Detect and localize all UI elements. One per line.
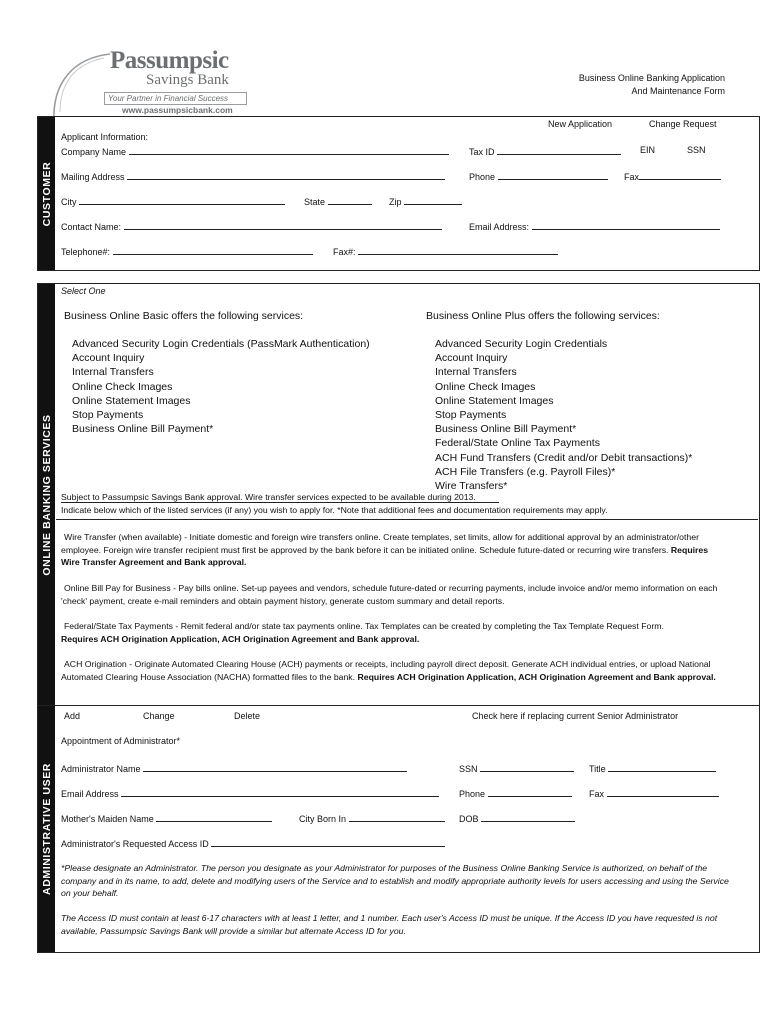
form-title-line1: Business Online Banking Application: [578, 73, 725, 83]
plus-services-list: [435, 337, 692, 493]
fax-line[interactable]: [639, 170, 721, 180]
fax-number-line[interactable]: [358, 245, 558, 255]
delete-label: Delete: [234, 711, 261, 721]
fax-label: Fax: [624, 172, 640, 182]
admin-section-label: ADMINISTRATIVE USER: [40, 763, 53, 895]
zip-line[interactable]: [404, 195, 462, 205]
change-request-option[interactable]: [646, 119, 717, 129]
logo-swoosh-icon: [44, 52, 114, 124]
services-divider: [56, 519, 758, 520]
admin-fax-field[interactable]: [589, 787, 719, 799]
telephone-field[interactable]: [61, 245, 313, 257]
plus-service-item: Wire Transfers*: [435, 480, 508, 493]
admin-side-tab: [38, 706, 55, 952]
telephone-label: Telephone#:: [61, 247, 111, 257]
dob-field[interactable]: [459, 812, 575, 824]
plus-service-item: Internal Transfers: [435, 366, 517, 379]
services-section-label: ONLINE BANKING SERVICES: [40, 413, 53, 576]
admin-name-label: Administrator Name: [61, 764, 141, 774]
city-label: City: [61, 197, 77, 207]
mailing-address-field[interactable]: [61, 170, 445, 182]
contact-name-line[interactable]: [124, 220, 442, 230]
city-born-field[interactable]: [299, 812, 445, 824]
access-id-note: The Access ID must contain at least 6-17 characters with at least 1 letter, and 1 number. Each user's Access ID must be unique. If the Access ID you have requested is not available, Passumpsic Savings Bank will provide a similar but alternate Access ID for you.: [61, 913, 718, 936]
admin-title-label: Title: [589, 764, 606, 774]
services-side-tab: [38, 284, 55, 705]
company-name-field[interactable]: [61, 145, 449, 157]
admin-ssn-line[interactable]: [480, 762, 574, 772]
select-one-label: Select One: [61, 286, 106, 296]
ach-origination-option[interactable]: [61, 658, 729, 683]
tax-id-line[interactable]: [497, 145, 621, 155]
replace-admin-label: Check here if replacing current Senior Administrator: [472, 711, 679, 721]
plus-service-item: ACH Fund Transfers (Credit and/or Debit transactions)*: [435, 451, 693, 464]
basic-service-item: Stop Payments: [72, 409, 144, 422]
admin-phone-field[interactable]: [459, 787, 572, 799]
wire-transfer-requirement: Requires Wire Transfer Agreement and Bank approval.: [61, 544, 709, 568]
tax-id-label: Tax ID: [469, 147, 495, 157]
applicant-info-heading: Applicant Information:: [61, 132, 149, 142]
admin-phone-line[interactable]: [488, 787, 572, 797]
basic-service-item: Business Online Bill Payment*: [72, 423, 214, 436]
logo-name: Passumpsic: [110, 47, 229, 74]
change-option[interactable]: [140, 711, 175, 721]
zip-label: Zip: [389, 197, 402, 207]
admin-phone-label: Phone: [459, 789, 486, 799]
contact-name-label: Contact Name:: [61, 222, 122, 232]
mailing-address-line[interactable]: [127, 170, 445, 180]
admin-name-field[interactable]: [61, 762, 407, 774]
plus-service-item: ACH File Transfers (e.g. Payroll Files)*: [435, 465, 616, 478]
new-application-option[interactable]: [545, 119, 612, 129]
tax-payments-option[interactable]: [61, 620, 729, 645]
plus-service-item: Stop Payments: [435, 409, 507, 422]
wire-transfer-option[interactable]: [61, 531, 729, 569]
ssn-option[interactable]: [684, 145, 706, 155]
plus-service-item: Business Online Bill Payment*: [435, 423, 577, 436]
contact-name-field[interactable]: [61, 220, 442, 232]
bill-pay-text: Online Bill Pay for Business - Pay bills online. Set-up payees and vendors, schedule future-dated or recurring payments, include invoice and/or memo information on each 'check' payment, create e-mail reminders and obtain payment history, generate custom summary and detail reports.: [61, 583, 718, 606]
tax-payments-text: Federal/State Tax Payments - Remit federal and/or state tax payments online. Tax Templates can be created by completing the Tax Template Request Form.: [64, 621, 664, 631]
add-option[interactable]: [61, 711, 80, 721]
dob-line[interactable]: [481, 812, 575, 822]
basic-service-item: Advanced Security Login Credentials (PassMark Authentication): [72, 338, 370, 350]
plus-option[interactable]: [423, 310, 660, 322]
state-line[interactable]: [328, 195, 372, 205]
access-id-line[interactable]: [211, 837, 445, 847]
bill-pay-option[interactable]: [61, 582, 729, 607]
basic-service-item: Account Inquiry: [72, 352, 145, 365]
basic-heading: Business Online Basic offers the following services:: [64, 310, 304, 322]
logo-tagline: Your Partner in Financial Success: [104, 92, 247, 105]
change-request-label: Change Request: [649, 119, 717, 129]
phone-line[interactable]: [498, 170, 608, 180]
admin-fax-label: Fax: [589, 789, 605, 799]
admin-fax-line[interactable]: [607, 787, 719, 797]
add-label: Add: [64, 711, 81, 721]
ach-origination-requirement: Requires ACH Origination Application, ACH Origination Agreement and Bank approval.: [357, 671, 716, 682]
designate-admin-note: *Please designate an Administrator. The person you designate as your Administrator for purposes of the Business Online Banking Service is authorized, on behalf of the company and in its name, to add, delete and modifying users of the Service and to establish and modify appropriate authority levels for users accessing and using the Service on your behalf.: [61, 863, 729, 899]
maiden-name-field[interactable]: [61, 812, 272, 824]
plus-heading: Business Online Plus offers the following services:: [426, 310, 660, 322]
ein-label: EIN: [640, 145, 656, 155]
email-address-line[interactable]: [532, 220, 720, 230]
admin-email-line[interactable]: [121, 787, 439, 797]
admin-email-label: Email Address: [61, 789, 119, 799]
admin-ssn-label: SSN: [459, 764, 478, 774]
plus-service-item: Account Inquiry: [435, 352, 508, 365]
form-title-line2: And Maintenance Form: [631, 86, 725, 96]
admin-title-line[interactable]: [608, 762, 716, 772]
plus-service-item: Online Statement Images: [435, 394, 554, 407]
basic-service-item: Online Check Images: [72, 380, 173, 393]
city-born-line[interactable]: [349, 812, 445, 822]
maiden-name-label: Mother's Maiden Name: [61, 814, 154, 824]
new-application-label: New Application: [548, 119, 613, 129]
email-address-field[interactable]: [469, 220, 720, 232]
delete-option[interactable]: [231, 711, 260, 721]
fax-number-field[interactable]: [333, 245, 558, 257]
mailing-address-label: Mailing Address: [61, 172, 125, 182]
admin-ssn-field[interactable]: [459, 762, 574, 774]
logo-url: www.passumpsicbank.com: [122, 105, 233, 115]
logo-subtitle: Savings Bank: [146, 72, 229, 88]
access-id-field[interactable]: [61, 837, 445, 849]
plus-service-item: Online Check Images: [435, 380, 536, 393]
plus-service-item: Advanced Security Login Credentials: [435, 338, 608, 350]
ssn-label: SSN: [687, 145, 706, 155]
appointment-heading: Appointment of Administrator*: [61, 736, 181, 746]
state-label: State: [304, 197, 326, 207]
dob-label: DOB: [459, 814, 479, 824]
company-name-label: Company Name: [61, 147, 127, 157]
fax-number-label: Fax#:: [333, 247, 356, 257]
access-id-label: Administrator's Requested Access ID: [61, 839, 209, 849]
tax-id-field[interactable]: [469, 145, 621, 157]
phone-label: Phone: [469, 172, 496, 182]
indicate-note: Indicate below which of the listed services (if any) you wish to apply for. *Note that additional fees and documentation requirements may apply.: [61, 505, 608, 515]
company-name-line[interactable]: [129, 145, 449, 155]
approval-note: Subject to Passumpsic Savings Bank approval. Wire transfer services expected to be available during 2013.: [61, 492, 499, 503]
customer-side-tab: [38, 117, 55, 270]
ach-origination-text: ACH Origination - Originate Automated Clearing House (ACH) payments or receipts, including payroll direct deposit. Generate ACH individual entries, or upload National Automated Clearing House Association (NACHA) formatted files to the bank.: [61, 659, 711, 682]
maiden-name-line[interactable]: [156, 812, 272, 822]
change-label: Change: [143, 711, 175, 721]
city-line[interactable]: [79, 195, 285, 205]
state-field[interactable]: [304, 195, 372, 207]
city-born-label: City Born In: [299, 814, 347, 824]
basic-service-item: Online Statement Images: [72, 394, 191, 407]
fax-field[interactable]: [624, 170, 721, 182]
admin-name-line[interactable]: [143, 762, 407, 772]
plus-service-item: Federal/State Online Tax Payments: [435, 437, 600, 450]
ein-option[interactable]: [637, 145, 655, 155]
basic-services-list: [72, 337, 370, 436]
telephone-line[interactable]: [113, 245, 313, 255]
replace-admin-option[interactable]: [469, 711, 678, 721]
email-address-label: Email Address:: [469, 222, 530, 232]
customer-section-label: CUSTOMER: [40, 161, 53, 226]
city-field[interactable]: [61, 195, 285, 207]
admin-email-field[interactable]: [61, 787, 439, 799]
tax-payments-requirement: Requires ACH Origination Application, ACH Origination Agreement and Bank approval.: [61, 633, 420, 644]
wire-transfer-text: Wire Transfer (when available) - Initiate domestic and foreign wire transfers online. Create templates, set limits, allow for additional approval by an administrator/other employee. Foreign wire transfer recipient must first be approved by the bank before it can be initiated online. Schedule future-dated or recurring wire transfers.: [61, 532, 699, 555]
phone-field[interactable]: [469, 170, 608, 182]
basic-service-item: Internal Transfers: [72, 366, 154, 379]
zip-field[interactable]: [389, 195, 462, 207]
admin-title-field[interactable]: [589, 762, 716, 774]
basic-option[interactable]: [61, 310, 303, 322]
